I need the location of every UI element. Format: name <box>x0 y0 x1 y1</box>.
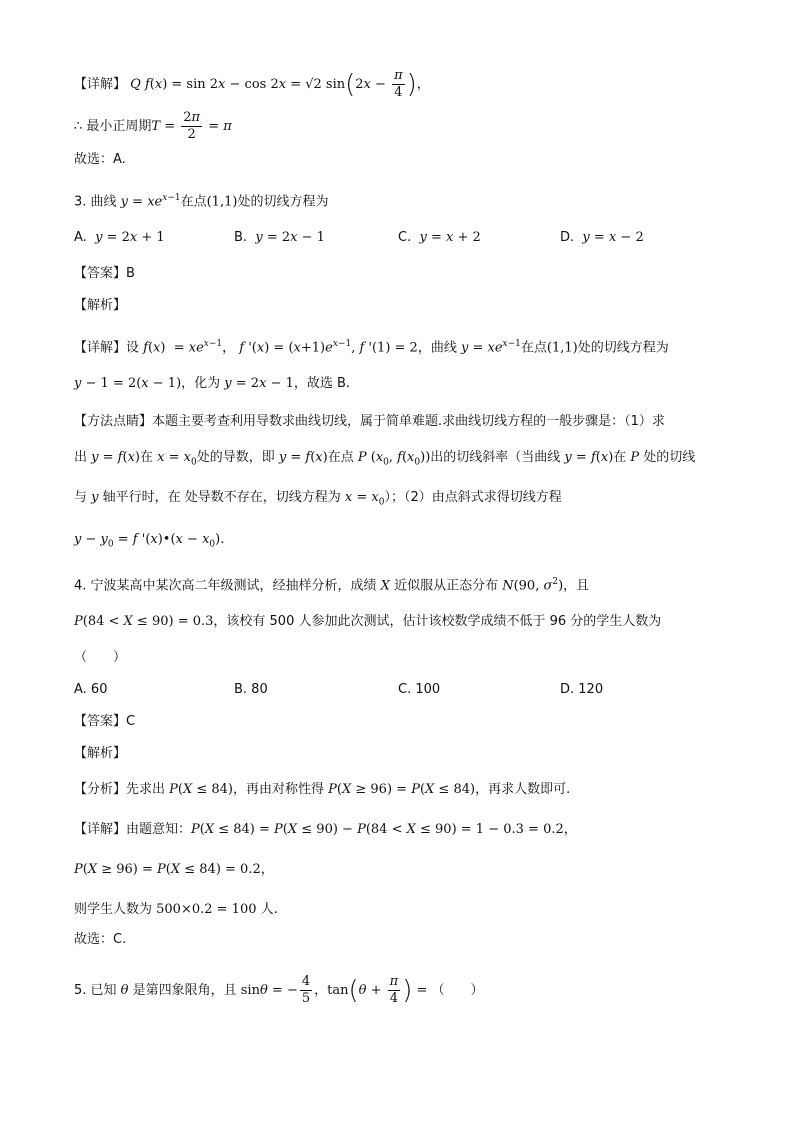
detail-label: 【详解】 <box>74 77 127 92</box>
q4-blank: （ ） <box>74 650 127 665</box>
q4-question-1: 4. 宁波某高中某次高二年级测试，经抽样分析，成绩 X 近似服从正态分布 N(90, $\sigma^2$)，且 <box>74 577 590 594</box>
q3-method-4: $y - y_0 = f$ '(x)•(x − $x_0$). <box>74 532 225 550</box>
q3-option-b[interactable]: B. y = 2x − 1 <box>234 230 325 245</box>
q4-detail-3: 则学生人数为 500×0.2 = 100 人. <box>74 902 278 917</box>
q4-analysis-label: 【解析】 <box>74 746 127 761</box>
q3-method-1: 【方法点睛】本题主要考查利用导数求曲线切线，属于简单难题.求曲线切线方程的一般步骤是：（1）求 <box>74 414 665 429</box>
q4-option-c[interactable]: C. 100 <box>398 682 441 697</box>
q4-analysis: 【分析】先求出 P(X ≤ 84)，再由对称性得 P(X ≥ 96) = P(X ≤ 84)，再求人数即可. <box>74 782 571 797</box>
q3-method-3: 与 y 轴平行时，在 处导数不存在，切线方程为 $x = x_0$）；（2）由点斜式求得切线方程 <box>74 490 562 508</box>
q4-option-d[interactable]: D. 120 <box>560 682 604 697</box>
q2-detail-line: 【详解】 Q f(x) = sin 2x − cos 2x = √2 sin(2x − $\frac{\pi}{4}$ )， <box>74 68 430 100</box>
q3-detail-2: y − 1 = 2(x − 1)，化为 y = 2x − 1，故选 B. <box>74 376 351 391</box>
q2-choice: 故选：A. <box>74 152 126 167</box>
q3-option-c[interactable]: C. y = x + 2 <box>398 230 481 245</box>
q3-method-2: 出 y = f(x)在 $x = x_0$处的导数，即 y = f(x)在点 P ($x_0$, $f(x_0)$)出的切线斜率（当曲线 y = f(x)在 P 处的切线 <box>74 450 696 468</box>
q4-choice: 故选：C. <box>74 932 127 947</box>
q4-answer: 【答案】C <box>74 714 136 729</box>
q4-detail-2: P(X ≥ 96) = P(X ≤ 84) = 0.2， <box>74 862 274 877</box>
q4-detail-1: 【详解】由题意知：P(X ≤ 84) = P(X ≤ 90) − P(84 < X ≤ 90) = 1 − 0.3 = 0.2， <box>74 822 577 837</box>
q3-detail: 【详解】设 $f(x) = xe^{x-1}$， f '$(x) = (x+1)e^{x-1}$, f '(1) = 2，曲线 $y = xe^{x-1}$在点(1,1)处的切线方程为 <box>74 339 669 356</box>
q5-question: 5. 已知 θ 是第四象限角，且 sinθ = − $\frac{4}{5}$ ，tan(θ + $\frac{\pi}{4}$ ) = （ ） <box>74 974 484 1006</box>
q2-period-line: ∴ 最小正周期T = $\frac{2\pi}{2}$ = π <box>74 110 232 142</box>
q4-option-a[interactable]: A. 60 <box>74 682 108 697</box>
q4-question-2: P(84 < X ≤ 90) = 0.3，该校有 500 人参加此次测试，估计该校数学成绩不低于 96 分的学生人数为 <box>74 614 662 629</box>
q3-option-a[interactable]: A. y = 2x + 1 <box>74 230 165 245</box>
q4-option-b[interactable]: B. 80 <box>234 682 268 697</box>
q3-answer: 【答案】B <box>74 266 135 281</box>
q3-question: 3. 曲线 $y = xe^{x-1}$在点(1,1)处的切线方程为 <box>74 193 329 210</box>
q3-analysis-label: 【解析】 <box>74 298 127 313</box>
q3-option-d[interactable]: D. y = x − 2 <box>560 230 644 245</box>
